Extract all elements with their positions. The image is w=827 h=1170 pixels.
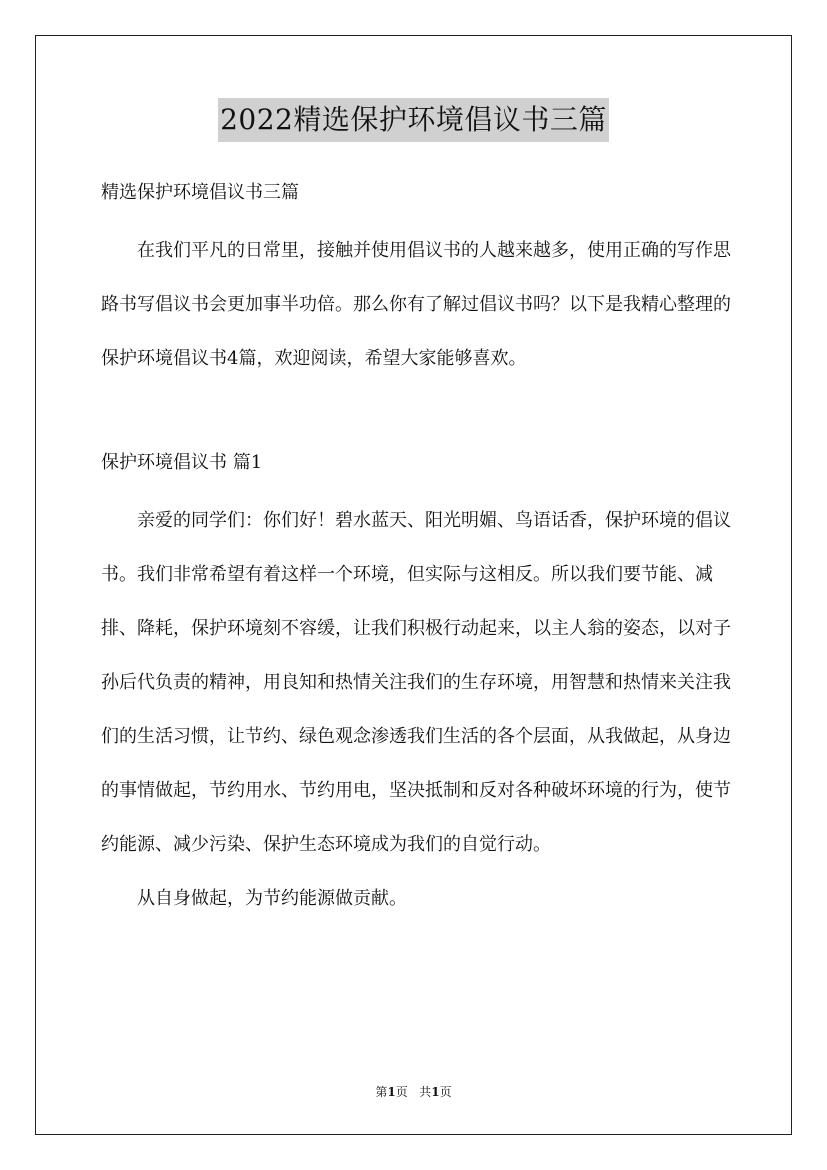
section-heading: 保护环境倡议书 篇1: [101, 452, 263, 473]
footer-mid: 页 共: [395, 1085, 432, 1099]
document-body: [101, 170, 731, 926]
closing-paragraph: 从自身做起，为节约能源做贡献。: [137, 888, 407, 909]
section-paragraph: 亲爱的同学们：你们好！碧水蓝天、阳光明媚、鸟语话香，保护环境的倡议书。我们非常希望有着这样一个环境，但实际与这相反。所以我们要节能、减排、降耗，保护环境刻不容缓，让我们积极行动起来，以主人翁的姿态，以对子孙后代负责的精神，用良知和热情关注我们的生存环境，用智慧和热情来关注我们的生活习惯，让节约、绿色观念渗透我们生活的各个层面，从我做起，从身边的事情做起，节约用水、节约用电，坚决抵制和反对各种破坏环境的行为，使节约能源、减少污染、保护生态环境成为我们的自觉行动。: [101, 510, 731, 855]
page-footer: [0, 1083, 827, 1100]
footer-suffix: 页: [439, 1085, 452, 1099]
footer-prefix: 第: [375, 1085, 388, 1099]
footer-total-pages: 1: [431, 1085, 440, 1099]
blank-line: [101, 386, 731, 440]
document-title: 2022精选保护环境倡议书三篇: [218, 98, 609, 142]
title-block: [0, 98, 827, 142]
intro-paragraph: 在我们平凡的日常里，接触并使用倡议书的人越来越多，使用正确的写作思路书写倡议书会更加事半功倍。那么你有了解过倡议书吗？以下是我精心整理的保护环境倡议书4篇，欢迎阅读，希望大家能够喜欢。: [101, 240, 731, 369]
document-subtitle: 精选保护环境倡议书三篇: [101, 182, 299, 203]
footer-page-number: 1: [387, 1085, 396, 1099]
